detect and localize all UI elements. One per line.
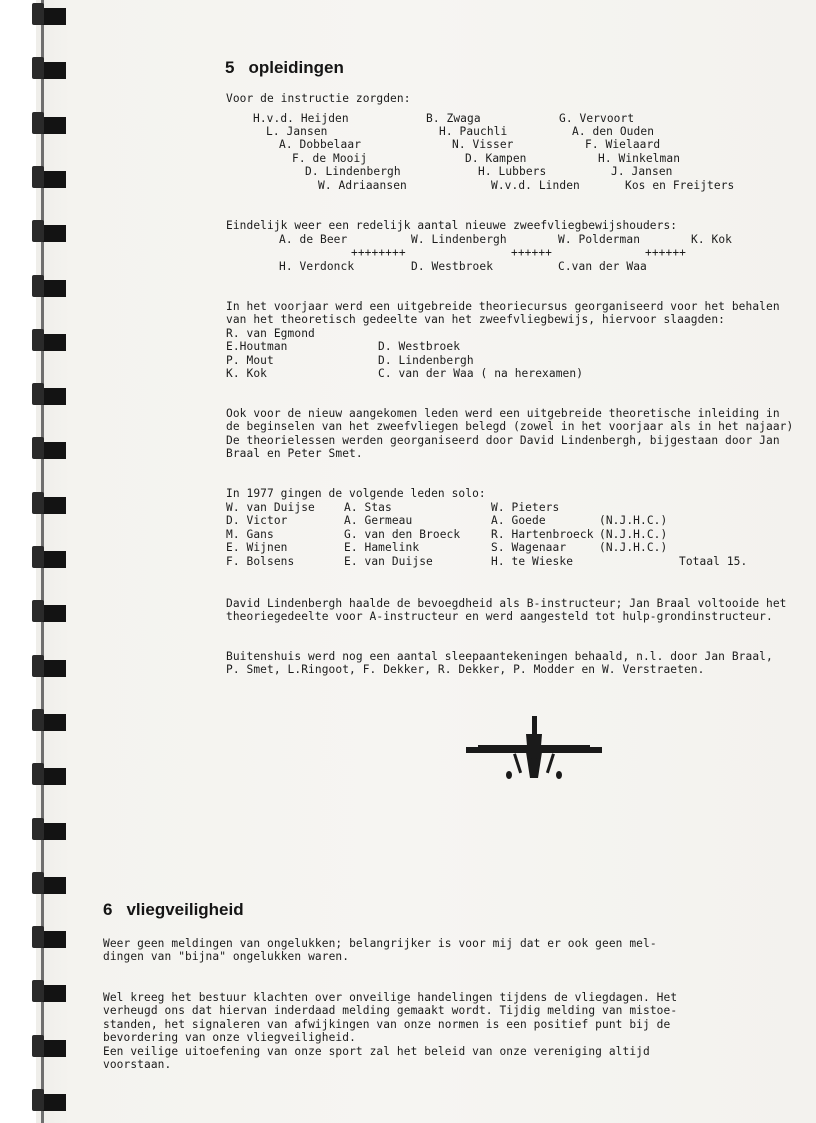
separator-marks: ++++++++ bbox=[351, 246, 406, 259]
theory-text: In het voorjaar werd een uitgebreide theoriecursus georganiseerd voor het behalen bbox=[226, 300, 780, 313]
graduate-name: P. Mout bbox=[226, 354, 274, 367]
license-holder: C.van der Waa bbox=[558, 260, 647, 273]
binding-ring bbox=[40, 605, 66, 622]
section-number: 6 bbox=[103, 900, 113, 919]
solo-member: E. Wijnen bbox=[226, 541, 288, 554]
license-holder: H. Verdonck bbox=[279, 260, 355, 273]
binding-ring bbox=[40, 225, 66, 242]
instruction-intro: Voor de instructie zorgden: bbox=[226, 92, 411, 105]
section-5-heading bbox=[225, 58, 344, 78]
solo-member: A. Germeau bbox=[344, 514, 413, 527]
safety-text: verheugd ons dat hiervan inderdaad melding gemaakt wordt. Tijdig melding van mistoe- bbox=[103, 1004, 678, 1017]
instructor-name: A. den Ouden bbox=[572, 125, 655, 138]
license-holder: D. Westbroek bbox=[411, 260, 494, 273]
instructor-name: H. Lubbers bbox=[478, 165, 547, 178]
solo-total: Totaal 15. bbox=[679, 555, 748, 568]
instructor-name: Kos en Freijters bbox=[625, 179, 735, 192]
instructor-name: W. Adriaansen bbox=[318, 179, 407, 192]
binding-ring bbox=[40, 334, 66, 351]
binding-ring bbox=[40, 497, 66, 514]
instructor-name: F. Wielaard bbox=[585, 138, 661, 151]
separator-marks: ++++++ bbox=[645, 246, 687, 259]
graduate-name: D. Westbroek bbox=[378, 340, 461, 353]
binding-ring bbox=[40, 1040, 66, 1057]
airplane-icon bbox=[466, 716, 602, 782]
section-title: vliegveiligheid bbox=[126, 900, 244, 919]
binding-ring bbox=[40, 280, 66, 297]
section-number: 5 bbox=[225, 58, 235, 77]
theory-text: van het theoretisch gedeelte van het zweefvliegbewijs, hiervoor slaagden: bbox=[226, 313, 725, 326]
instructor-text: theoriegedeelte voor A-instructeur en werd aangesteld tot hulp-grondinstructeur. bbox=[226, 610, 773, 623]
club-tag: (N.J.H.C.) bbox=[599, 541, 668, 554]
graduate-name: D. Lindenbergh bbox=[378, 354, 474, 367]
safety-text: Wel kreeg het bestuur klachten over onveilige handelingen tijdens de vliegdagen. Het bbox=[103, 991, 678, 1004]
binding-ring bbox=[40, 985, 66, 1002]
instructor-name: H. Pauchli bbox=[439, 125, 508, 138]
newmembers-text: Ook voor de nieuw aangekomen leden werd een uitgebreide theoretische inleiding in bbox=[226, 407, 780, 420]
binding-ring bbox=[40, 714, 66, 731]
graduate-name: E.Houtman bbox=[226, 340, 288, 353]
solo-member: W. Pieters bbox=[491, 501, 560, 514]
club-tag: (N.J.H.C.) bbox=[599, 514, 668, 527]
solo-member: E. Hamelink bbox=[344, 541, 420, 554]
license-holder: W. Lindenbergh bbox=[411, 233, 507, 246]
binding-ring bbox=[40, 8, 66, 25]
solo-intro: In 1977 gingen de volgende leden solo: bbox=[226, 487, 486, 500]
section-6-heading bbox=[103, 900, 244, 920]
safety-text: Weer geen meldingen van ongelukken; belangrijker is voor mij dat er ook geen mel- bbox=[103, 937, 657, 950]
solo-member: R. Hartenbroeck bbox=[491, 528, 594, 541]
solo-member: A. Stas bbox=[344, 501, 392, 514]
separator-marks: ++++++ bbox=[511, 246, 553, 259]
safety-text: bevordering van onze vliegveiligheid. bbox=[103, 1031, 356, 1044]
safety-text: standen, het signaleren van afwijkingen van onze normen is een positief punt bij de bbox=[103, 1018, 671, 1031]
instructor-name: H. Winkelman bbox=[598, 152, 681, 165]
newmembers-text: de beginselen van het zweefvliegen belegd (zowel in het voorjaar als in het najaar) bbox=[226, 420, 794, 433]
tow-text: Buitenshuis werd nog een aantal sleepaantekeningen behaald, n.l. door Jan Braal, bbox=[226, 650, 773, 663]
instructor-name: J. Jansen bbox=[611, 165, 673, 178]
instructor-name: D. Kampen bbox=[465, 152, 527, 165]
instructor-name: D. Lindenbergh bbox=[305, 165, 401, 178]
instructor-name: N. Visser bbox=[452, 138, 514, 151]
instructor-name: B. Zwaga bbox=[426, 112, 481, 125]
license-holder: K. Kok bbox=[691, 233, 733, 246]
solo-member: W. van Duijse bbox=[226, 501, 315, 514]
binding-ring bbox=[40, 823, 66, 840]
instructor-name: L. Jansen bbox=[266, 125, 328, 138]
section-title: opleidingen bbox=[248, 58, 344, 77]
graduate-name: C. van der Waa ( na herexamen) bbox=[378, 367, 584, 380]
binding-ring bbox=[40, 442, 66, 459]
solo-member: D. Victor bbox=[226, 514, 288, 527]
binding-margin bbox=[0, 0, 36, 1123]
binding-ring bbox=[40, 62, 66, 79]
instructor-name: W.v.d. Linden bbox=[491, 179, 580, 192]
solo-member: H. te Wieske bbox=[491, 555, 574, 568]
tow-text: P. Smet, L.Ringoot, F. Dekker, R. Dekker, P. Modder en W. Verstraeten. bbox=[226, 663, 705, 676]
safety-text: dingen van "bijna" ongelukken waren. bbox=[103, 950, 350, 963]
club-tag: (N.J.H.C.) bbox=[599, 528, 668, 541]
graduate-name: R. van Egmond bbox=[226, 327, 315, 340]
binding-ring bbox=[40, 551, 66, 568]
safety-text: voorstaan. bbox=[103, 1058, 172, 1071]
solo-member: E. van Duijse bbox=[344, 555, 433, 568]
binding-ring bbox=[40, 660, 66, 677]
license-holder: W. Polderman bbox=[558, 233, 641, 246]
instructor-text: David Lindenbergh haalde de bevoegdheid als B-instructeur; Jan Braal voltooide het bbox=[226, 597, 787, 610]
solo-member: A. Goede bbox=[491, 514, 546, 527]
binding-ring bbox=[40, 931, 66, 948]
binding-ring bbox=[40, 117, 66, 134]
solo-member: F. Bolsens bbox=[226, 555, 295, 568]
binding-ring bbox=[40, 1094, 66, 1111]
newmembers-text: De theorielessen werden georganiseerd door David Lindenbergh, bijgestaan door Jan bbox=[226, 434, 780, 447]
solo-member: M. Gans bbox=[226, 528, 274, 541]
instructor-name: F. de Mooij bbox=[292, 152, 368, 165]
instructor-name: G. Vervoort bbox=[559, 112, 635, 125]
binding-ring bbox=[40, 877, 66, 894]
solo-member: S. Wagenaar bbox=[491, 541, 567, 554]
binding-ring bbox=[40, 171, 66, 188]
solo-member: G. van den Broeck bbox=[344, 528, 461, 541]
license-intro: Eindelijk weer een redelijk aantal nieuwe zweefvliegbewijshouders: bbox=[226, 219, 678, 232]
binding-ring bbox=[40, 768, 66, 785]
license-holder: A. de Beer bbox=[279, 233, 348, 246]
instructor-name: A. Dobbelaar bbox=[279, 138, 362, 151]
safety-text: Een veilige uitoefening van onze sport zal het beleid van onze vereniging altijd bbox=[103, 1045, 650, 1058]
graduate-name: K. Kok bbox=[226, 367, 268, 380]
newmembers-text: Braal en Peter Smet. bbox=[226, 447, 363, 460]
binding-ring bbox=[40, 388, 66, 405]
instructor-name: H.v.d. Heijden bbox=[253, 112, 349, 125]
